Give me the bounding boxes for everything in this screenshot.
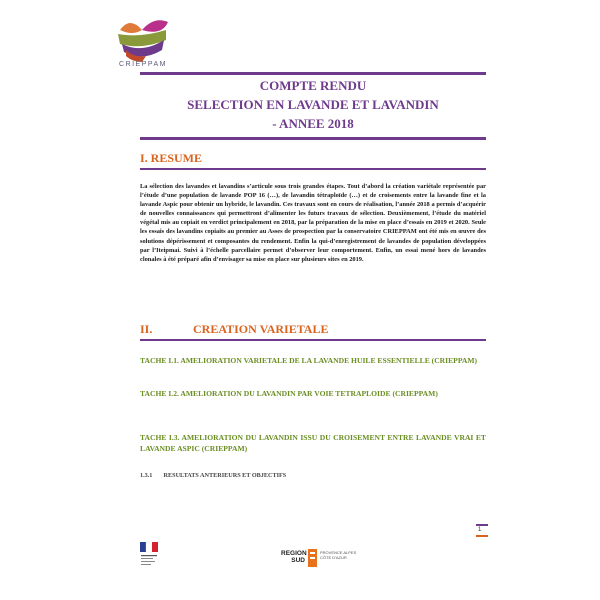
section-rule bbox=[140, 339, 486, 341]
section-number: I. bbox=[140, 151, 148, 165]
section-number: II. bbox=[140, 322, 153, 336]
region-mark-icon bbox=[308, 549, 317, 567]
section-label: CREATION VARIETALE bbox=[193, 322, 329, 336]
section-label: RESUME bbox=[150, 151, 203, 165]
subsection-number: 1.3.1 bbox=[140, 472, 153, 479]
title-line-2: SELECTION EN LAVANDE ET LAVANDIN bbox=[187, 97, 439, 112]
task-heading: TACHE I.3. AMELIORATION DU LAVANDIN ISSU DU CROISEMENT ENTRE LAVANDE VRAI ET LAVANDE ASPIC (CRIEPPAM) bbox=[140, 433, 486, 453]
page-number bbox=[474, 524, 490, 538]
region-name: REGION SUD bbox=[281, 550, 307, 564]
subsection-label: RESULTATS ANTERIEURS ET OBJECTIFS bbox=[163, 472, 287, 479]
subsection-heading bbox=[140, 472, 486, 479]
title-line-3: - ANNEE 2018 bbox=[272, 116, 354, 131]
document-title bbox=[140, 76, 486, 133]
page-mark-bar bbox=[476, 535, 488, 537]
summary-paragraph: La sélection des lavandes et lavandins s’articule sous trois grandes étapes. Tout d’abord la création variétale représentée par l’étude d’une population de lavande POP 16 (…), de lavandin tétraploïde (…) et de croisements entre la lavande fine et la lavande Aspic pour obtenir un hybride, le lavandin. Ces travaux sont en cours de réalisation, l’année 2018 a permis d’acquérir de nouvelles connaissances qui permettront d’alimenter les futurs travaux de sélection. Deuxièmement, l’étude du matériel végétal mis au copiait en verdict principalement en 2018, par la préparation de la mise en place d’essais en 2019 et 2020. Seule les essais des lavandins copiaits au premier au Asses de prospection par la conservatoire CRIEPPAM ont été mis en œuvre des solutions dépérissement et composantes du rendement. Enfin la qui-d’enregistrement de lavandes de population développées par l’Iteipmai. Suivi à l’échelle parcellaire permet d’observer leur comportement. Enfin, un essai mené hors de lavandes clonales à été préparé afin d’envisager sa mise en place sur plusieurs sites en 2019. bbox=[140, 183, 486, 263]
section-heading-resume bbox=[140, 151, 486, 166]
region-subtitle: PROVENCE ALPES CÔTE D'AZUR bbox=[320, 550, 357, 560]
page-number-digit: 1 bbox=[478, 527, 482, 533]
title-top-rule bbox=[140, 72, 486, 75]
task-heading: TACHE I.1. AMELIORATION VARIETALE DE LA LAVANDE HUILE ESSENTIELLE (CRIEPPAM) bbox=[140, 356, 478, 365]
logo-name: CRIEPPAM bbox=[118, 61, 168, 68]
title-line-1: COMPTE RENDU bbox=[259, 78, 367, 93]
republique-logo bbox=[134, 538, 164, 570]
region-sud-logo bbox=[281, 548, 361, 574]
task-heading: TACHE I.2. AMELIORATION DU LAVANDIN PAR VOIE TETRAPLOIDE (CRIEPPAM) bbox=[140, 389, 438, 398]
section-heading-creation bbox=[140, 322, 486, 337]
title-bottom-rule bbox=[140, 137, 486, 140]
page-mark-bar bbox=[476, 524, 488, 526]
section-rule bbox=[140, 168, 486, 170]
